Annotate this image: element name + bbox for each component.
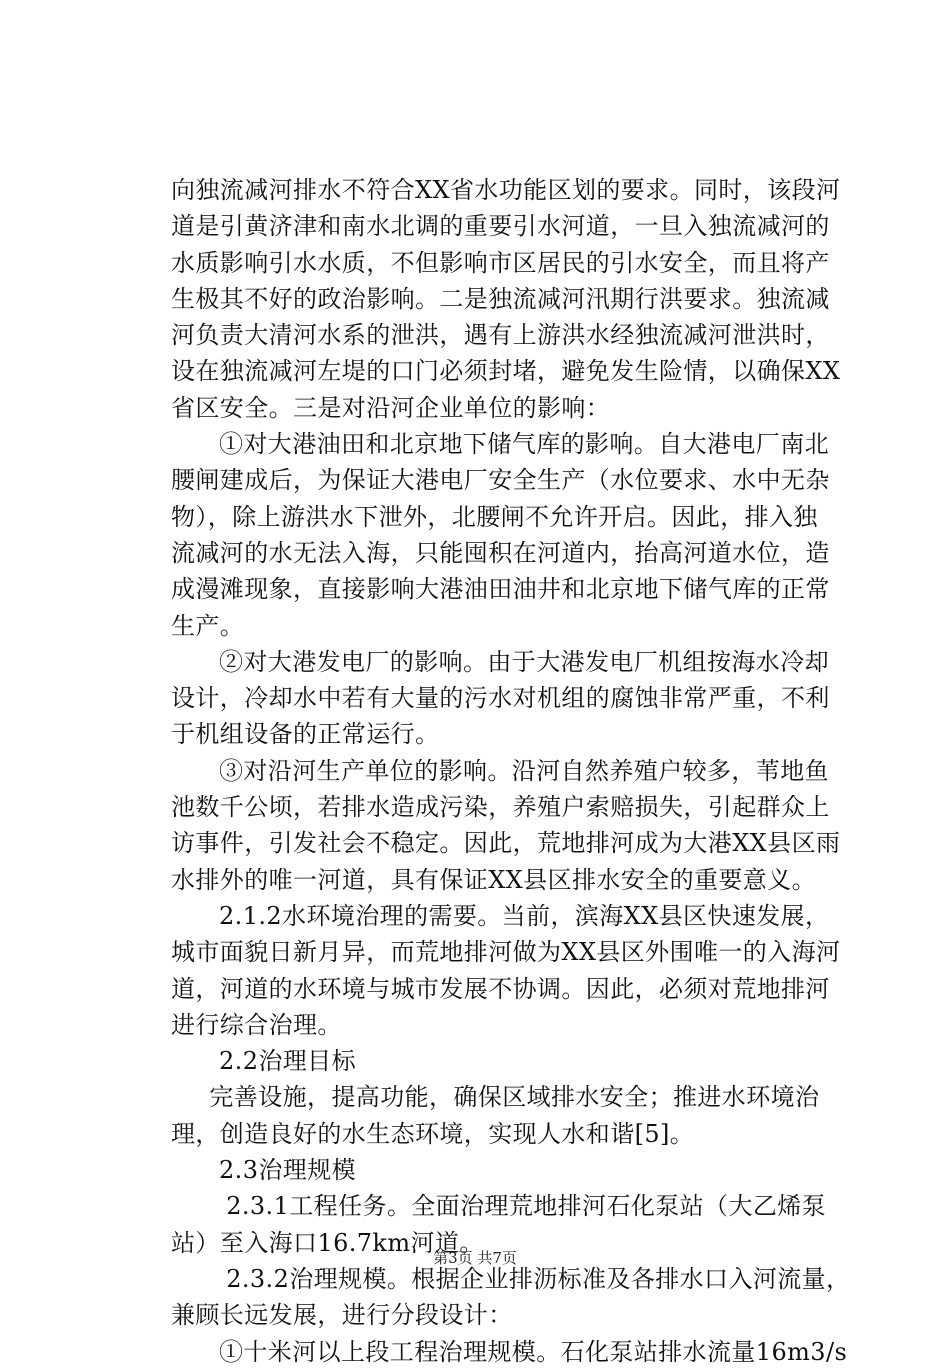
text-line: 站）至入海口16.7km河道。	[171, 1228, 484, 1257]
text-line: 向独流减河排水不符合XX省水功能区划的要求。同时，该段河	[171, 176, 841, 204]
text-line: 道是引黄济津和南水北调的重要引水河道，一旦入独流减河的	[171, 212, 830, 241]
text-line: 生极其不好的政治影响。二是独流减河汛期行洪要求。独流减	[171, 284, 830, 313]
text-line: 河负责大清河水系的泄洪，遇有上游洪水经独流减河泄洪时，	[171, 321, 830, 350]
text-line: 访事件，引发社会不稳定。因此，荒地排河成为大港XX县区雨	[171, 829, 841, 858]
text-line: 省区安全。三是对沿河企业单位的影响：	[171, 393, 611, 422]
document-body	[171, 172, 851, 1370]
text-line: 道，河道的水环境与城市发展不协调。因此，必须对荒地排河	[171, 974, 830, 1003]
text-line: 水质影响引水水质，不但影响市区居民的引水安全，而且将产	[171, 248, 830, 277]
text-line: 池数千公顷，若排水造成污染，养殖户索赔损失，引起群众上	[171, 793, 830, 822]
text-line: 于机组设备的正常运行。	[171, 720, 440, 749]
text-line: 腰闸建成后，为保证大港电厂安全生产（水位要求、水中无杂	[171, 466, 830, 495]
text-line: 进行综合治理。	[171, 1010, 342, 1039]
text-line: 2.3治理规模	[219, 1156, 356, 1185]
text-line: 兼顾长远发展，进行分段设计：	[171, 1301, 513, 1330]
text-line: 水排外的唯一河道，具有保证XX县区排水安全的重要意义。	[171, 865, 816, 894]
text-line: ①对大港油田和北京地下储气库的影响。自大港电厂南北	[219, 430, 829, 459]
text-line: 物），除上游洪水下泄外，北腰闸不允许开启。因此，排入独	[171, 502, 818, 531]
text-line: 理，创造良好的水生态环境，实现人水和谐[5]。	[171, 1119, 695, 1148]
text-line: ②对大港发电厂的影响。由于大港发电厂机组按海水冷却	[219, 647, 829, 676]
text-line: 流减河的水无法入海，只能囤积在河道内，抬高河道水位，造	[171, 538, 830, 567]
text-line: 2.2治理目标	[219, 1047, 356, 1076]
text-line: 2.1.2水环境治理的需要。当前，滨海XX县区快速发展，	[219, 901, 830, 930]
text-line: 2.3.1工程任务。全面治理荒地排河石化泵站（大乙烯泵	[226, 1192, 827, 1221]
text-line: ③对沿河生产单位的影响。沿河自然养殖户较多，苇地鱼	[219, 756, 829, 785]
text-line: 城市面貌日新月异，而荒地排河做为XX县区外围唯一的入海河	[171, 938, 841, 967]
text-line: 完善设施，提高功能，确保区域排水安全；推进水环境治	[209, 1083, 820, 1112]
text-line: 设计，冷却水中若有大量的污水对机组的腐蚀非常严重，不利	[171, 684, 830, 713]
text-line: 生产。	[171, 611, 245, 640]
text-line: 2.3.2治理规模。根据企业排沥标准及各排水口入河流量，	[226, 1264, 851, 1293]
text-line: ①十米河以上段工程治理规模。石化泵站排水流量16m3/s	[219, 1337, 848, 1366]
text-line: 设在独流减河左堤的口门必须封堵，避免发生险情，以确保XX	[171, 357, 841, 386]
text-line: 成漫滩现象，直接影响大港油田油井和北京地下储气库的正常	[171, 575, 830, 604]
page-footer: 第3页 共7页	[433, 1249, 517, 1267]
